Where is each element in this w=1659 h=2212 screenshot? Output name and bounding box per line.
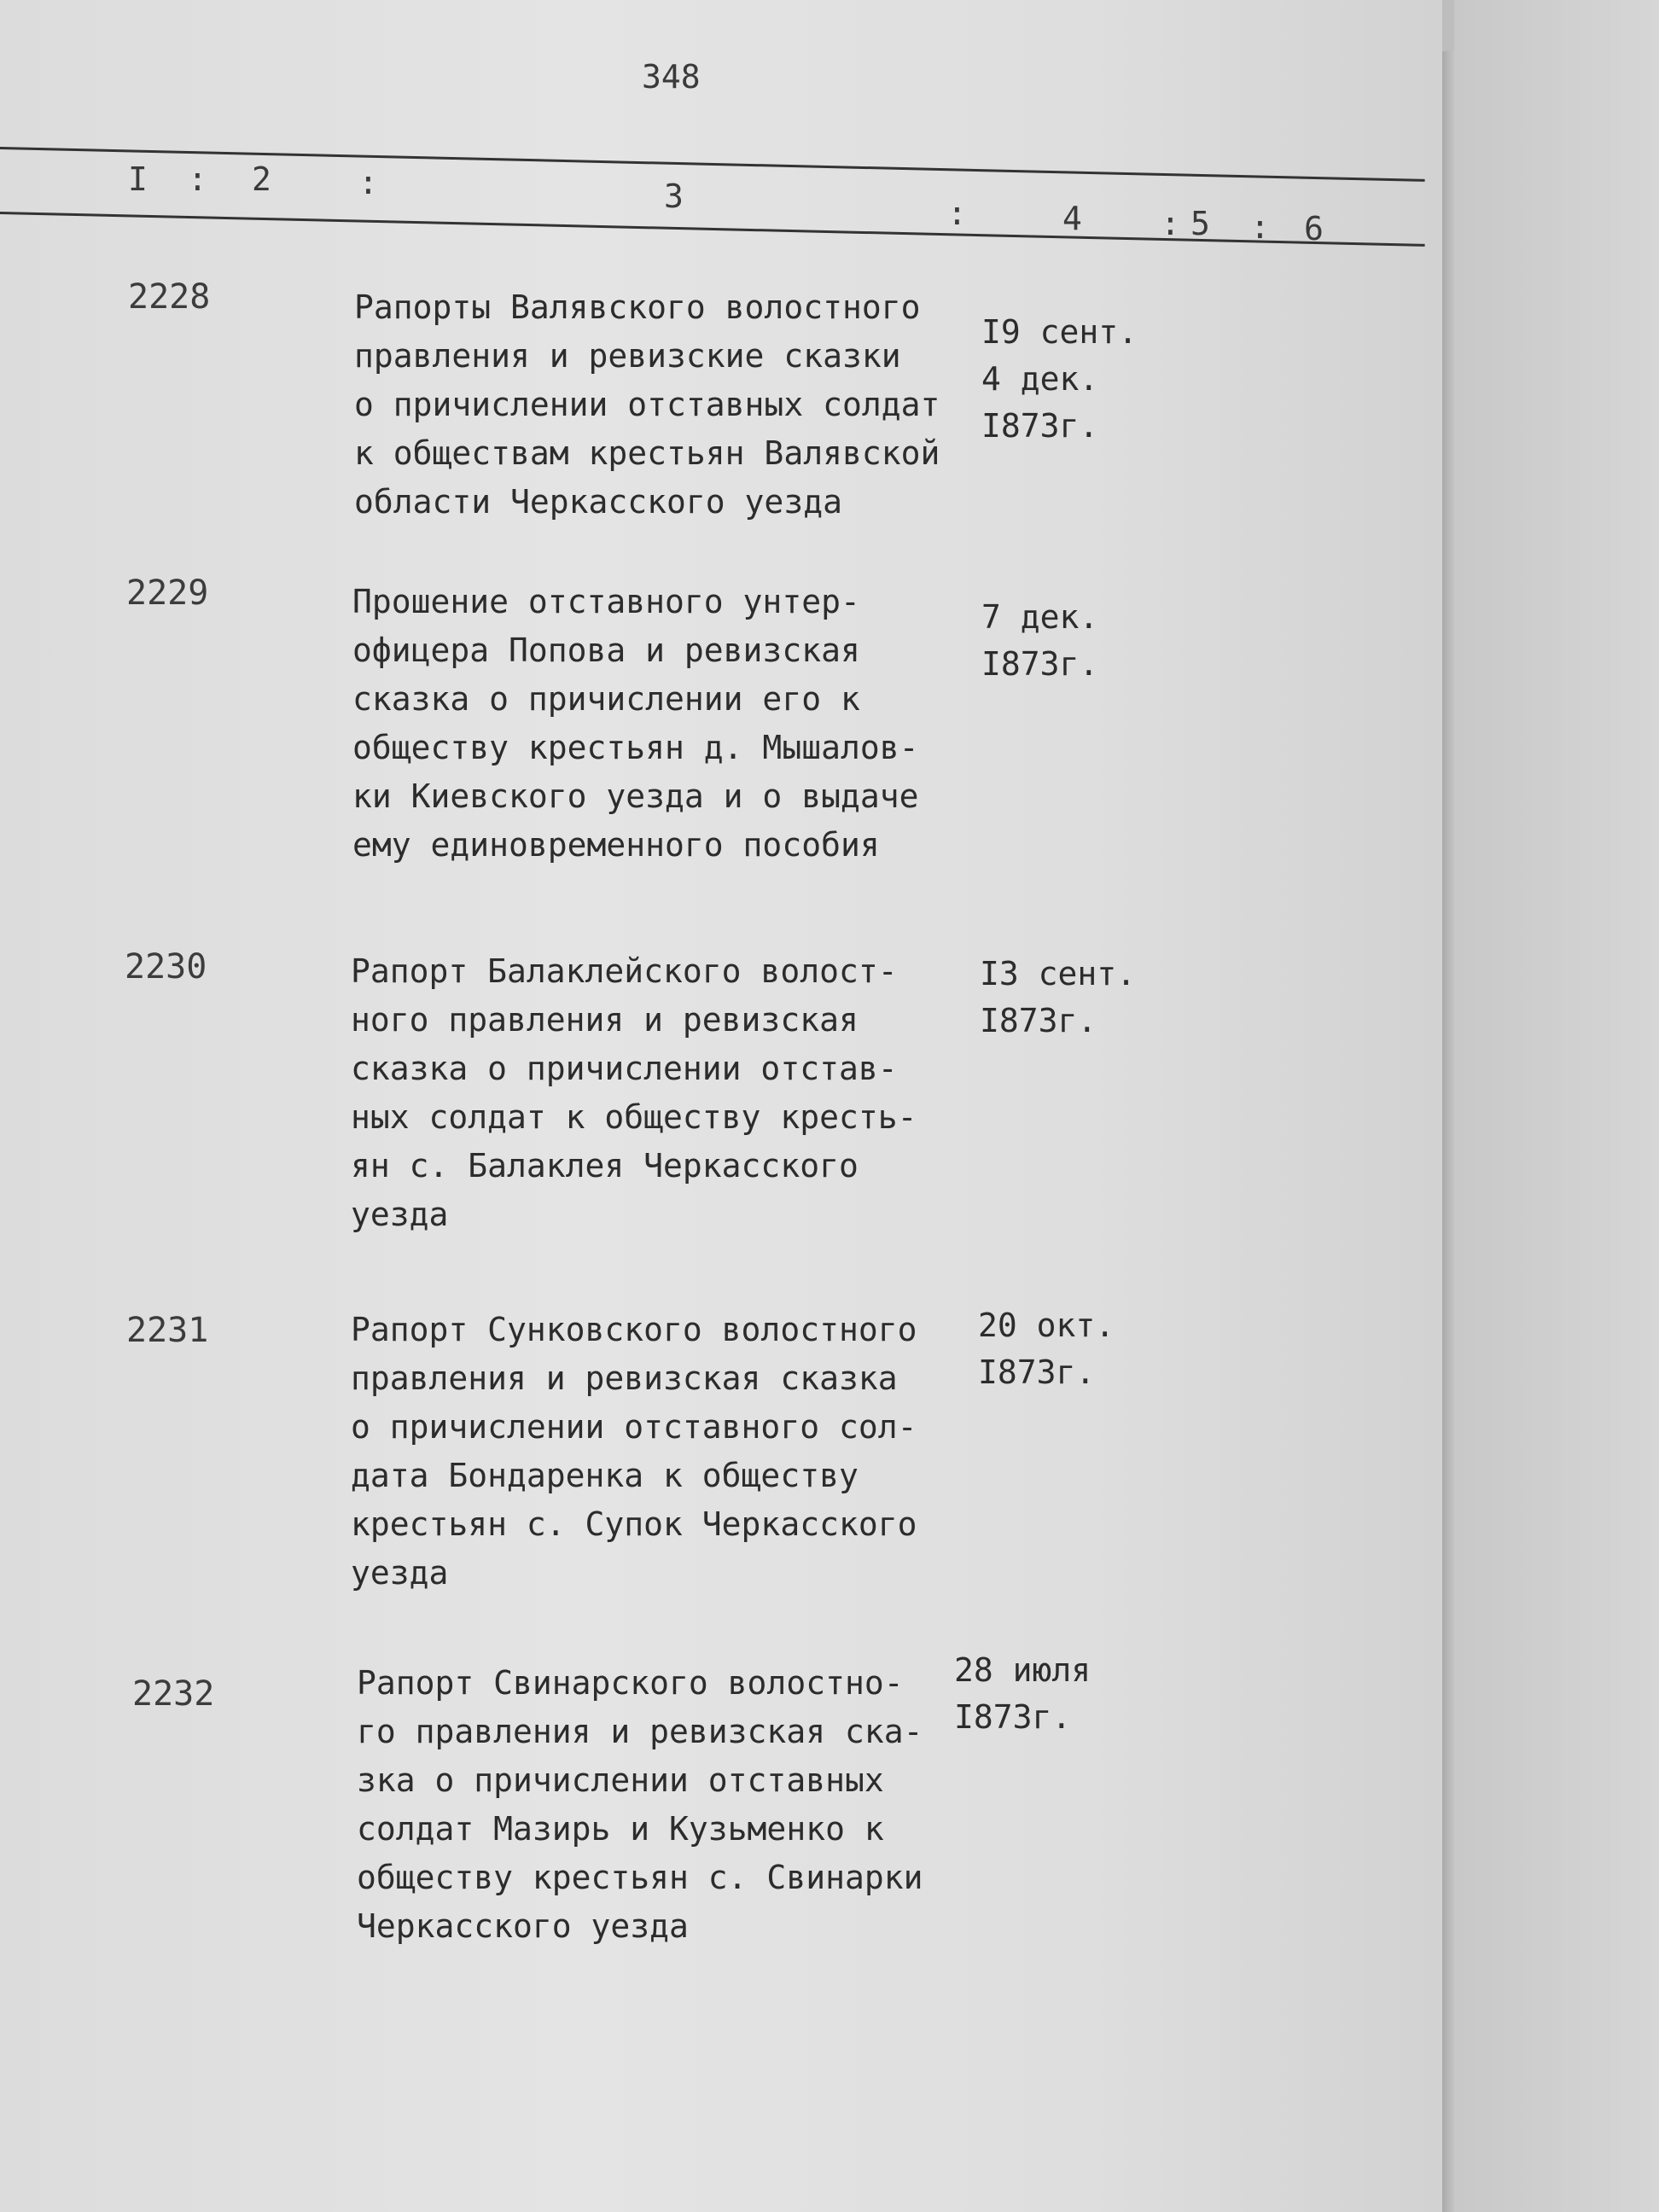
header-sep-3: :	[947, 195, 967, 232]
header-col-4: 4	[1062, 200, 1082, 237]
entry-number: 2229	[126, 573, 209, 613]
header-col-2: 2	[252, 160, 271, 198]
header-sep-4: :	[1161, 205, 1180, 242]
entry-description: Рапорт Свинарского волостно- го правления и ревизская ска- зка о причислении отставных солдат Мазирь и Кузьменко к обществу крестьян с. Свинарки Черкасского уезда	[357, 1664, 923, 1945]
entry-date: I9 сент. 4 дек. I873г.	[981, 313, 1138, 445]
entry-date: 7 дек. I873г.	[981, 598, 1099, 683]
entry-number: 2231	[126, 1311, 209, 1350]
header-sep-1: :	[188, 160, 207, 198]
entry-number: 2232	[132, 1674, 215, 1714]
entry-description: Рапорт Балаклейского волост- ного правления и ревизская сказка о причислении отстав- ных солдат к обществу кресть- ян с. Балаклея Черкасского уезда	[351, 952, 917, 1233]
header-sep-5: :	[1250, 208, 1270, 246]
header-col-5: 5	[1190, 205, 1210, 242]
entry-number: 2228	[128, 277, 211, 317]
header-col-3: 3	[664, 178, 684, 215]
header-sep-2: :	[358, 164, 378, 201]
entry-date: I3 сент. I873г.	[980, 955, 1137, 1039]
page-number: 348	[642, 58, 701, 96]
entry-description: Рапорты Валявского волостного правления и ревизские сказки о причислении отставных солдат к обществам крестьян Валявской области Черкасского уезда	[354, 288, 940, 521]
header-col-1: I	[128, 160, 148, 198]
entry-description: Рапорт Сунковского волостного правления и ревизская сказка о причислении отставного сол- дата Бондаренка к обществу крестьян с. Супок Черкасского уезда	[351, 1311, 917, 1592]
entry-number: 2230	[125, 947, 207, 987]
entry-date: 20 окт. I873г.	[978, 1307, 1115, 1391]
entry-description: Прошение отставного унтер- офицера Попова и ревизская сказка о причислении его к обществу крестьян д. Мышалов- ки Киевского уезда и о выдаче ему единовременного пособия	[352, 583, 919, 864]
entry-date: 28 июля I873г.	[954, 1651, 1091, 1736]
page-edge	[1442, 51, 1454, 2212]
backdrop	[1454, 0, 1659, 2212]
header-col-6: 6	[1304, 210, 1324, 247]
